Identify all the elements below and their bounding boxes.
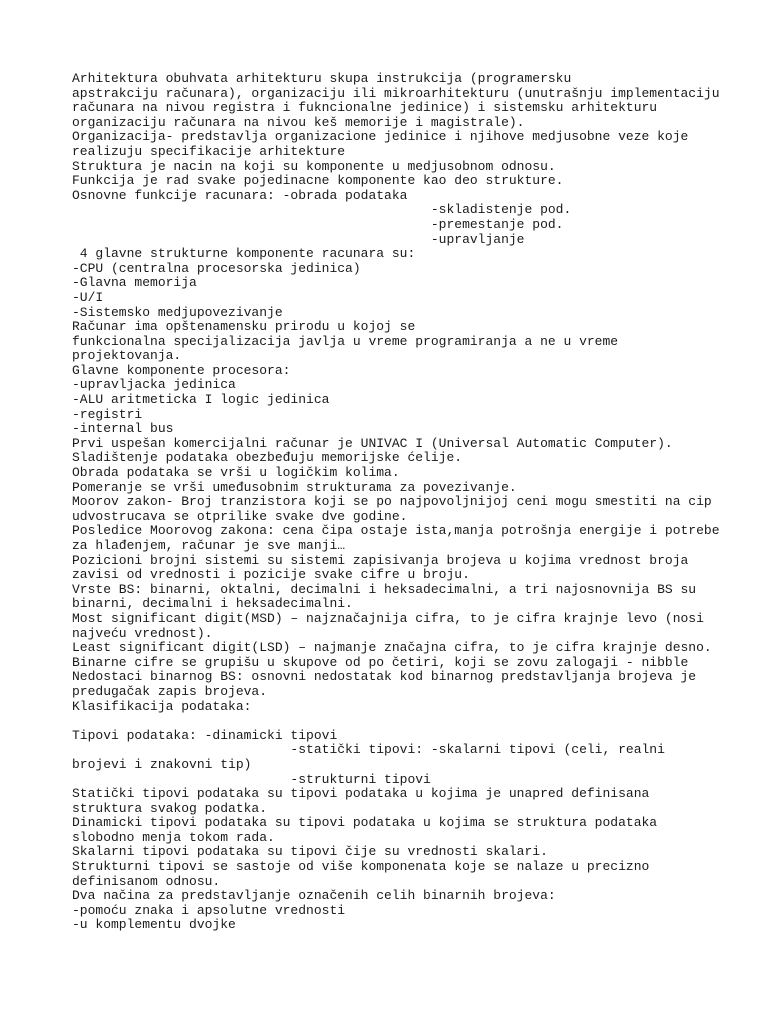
text-line: Organizacija- predstavlja organizacione jedinice i njihove medjusobne veze koje [72,129,689,145]
text-line: predugačak zapis brojeva. [72,683,268,699]
text-line: -skladistenje pod. [72,202,572,218]
text-line: Nedostaci binarnog BS: osnovni nedostatak kod binarnog predstavljanja brojeva je [72,669,697,685]
text-line: Vrste BS: binarni, oktalni, decimalni i heksadecimalni, a tri najosnovnija BS su [72,581,697,597]
text-line: -Sistemsko medjupovezivanje [72,304,283,320]
text-line: -pomoću znaka i apsolutne vrednosti [72,902,346,918]
text-line: Strukturni tipovi se sastoje od više komponenata koje se nalaze u precizno [72,859,650,875]
text-line: -strukturni tipovi [72,771,431,787]
text-line: za hlađenjem, računar je sve manji… [72,538,346,553]
text-line: -premestanje pod. [72,216,564,232]
text-line: projektovanja. [72,348,182,364]
text-line: Dinamicki tipovi podataka su tipovi podataka u kojima se struktura podataka [72,815,658,831]
text-line: Dva načina za predstavljanje označenih celih binarnih brojeva: [72,888,556,904]
text-line: funkcionalna specijalizacija javlja u vreme programiranja a ne u vreme [72,333,619,349]
text-line: -upravljacka jedinica [72,377,236,393]
text-line: Moorov zakon- Broj tranzistora koji se po najpovoljnijoj ceni mogu smestiti na cip [72,494,712,510]
text-line: Binarne cifre se grupišu u skupove od po četiri, koji se zovu zalogaji - nibble [72,654,689,670]
text-line: Statički tipovi podataka su tipovi podataka u kojima je unapred definisana [72,786,650,802]
text-line: brojevi i znakovni tip) [72,756,252,772]
text-line: Skalarni tipovi podataka su tipovi čije su vrednosti skalari. [72,844,548,860]
document-text [72,72,720,933]
text-line: -upravljanje [72,231,525,247]
text-line: slobodno menja tokom rada. [72,829,275,845]
text-line: Prvi uspešan komercijalni računar je UNIVAC I (Universal Automatic Computer). [72,435,673,451]
text-line: zavisi od vrednosti i pozicije svake cifre u broju. [72,567,470,583]
text-line: Pozicioni brojni sistemi su sistemi zapisivanja brojeva u kojima vrednost broja [72,552,689,568]
text-line: 4 glavne strukturne komponente racunara su: [72,246,416,262]
text-line: organizaciju računara na nivou keš memorije i magistrale). [72,114,525,130]
text-line: Arhitektura obuhvata arhitekturu skupa instrukcija (programersku [72,71,572,86]
text-line: Glavne komponente procesora: [72,362,291,378]
text-line: -ALU aritmeticka I logic jedinica [72,392,330,408]
text-line: Most significant digit(MSD) – najznačajnija cifra, to je cifra krajnje levo (nosi [72,610,704,626]
text-line: najveću vrednost). [72,625,213,641]
text-line: apstrakciju računara), organizaciju ili mikroarhitekturu (unutrašnju implementaciju [72,85,720,101]
text-line: -registri [72,406,143,422]
text-line: Sladištenje podataka obezbeđuju memorijske ćelije. [72,450,463,466]
text-line: Least significant digit(LSD) – najmanje značajna cifra, to je cifra krajnje desno. [72,640,712,656]
text-line: Pomeranje se vrši umeđusobnim strukturama za povezivanje. [72,479,517,495]
text-line: Osnovne funkcije racunara: -obrada podataka [72,187,408,203]
text-line: Tipovi podataka: -dinamicki tipovi [72,727,338,743]
text-line: računara na nivou registra i fukncionalne jedinice) i sistemsku arhitekturu [72,100,658,116]
text-line: Posledice Moorovog zakona: cena čipa ostaje ista,manja potrošnja energije i potrebe [72,523,720,539]
text-line: -u komplementu dvojke [72,917,236,933]
text-line: Obrada podataka se vrši u logičkim kolima. [72,465,400,481]
text-line: Računar ima opštenamensku prirodu u kojoj se [72,319,416,335]
text-line: Funkcija je rad svake pojedinacne komponente kao deo strukture. [72,173,564,189]
text-line: -statički tipovi: -skalarni tipovi (celi, realni [72,742,665,758]
text-line: -U/I [72,289,104,305]
text-line: realizuju specifikacije arhitekture [72,143,346,159]
text-line: struktura svakog podatka. [72,800,268,816]
text-line: udvostrucava se otprilike svake dve godine. [72,508,408,524]
text-line: -internal bus [72,421,174,437]
text-line: binarni, decimalni i heksadecimalni. [72,596,353,612]
text-line: Klasifikacija podataka: [72,698,252,714]
text-line: Struktura je nacin na koji su komponente u medjusobnom odnosu. [72,158,556,174]
text-line: definisanom odnosu. [72,873,221,889]
text-line: -Glavna memorija [72,275,197,291]
text-line: -CPU (centralna procesorska jedinica) [72,260,361,276]
